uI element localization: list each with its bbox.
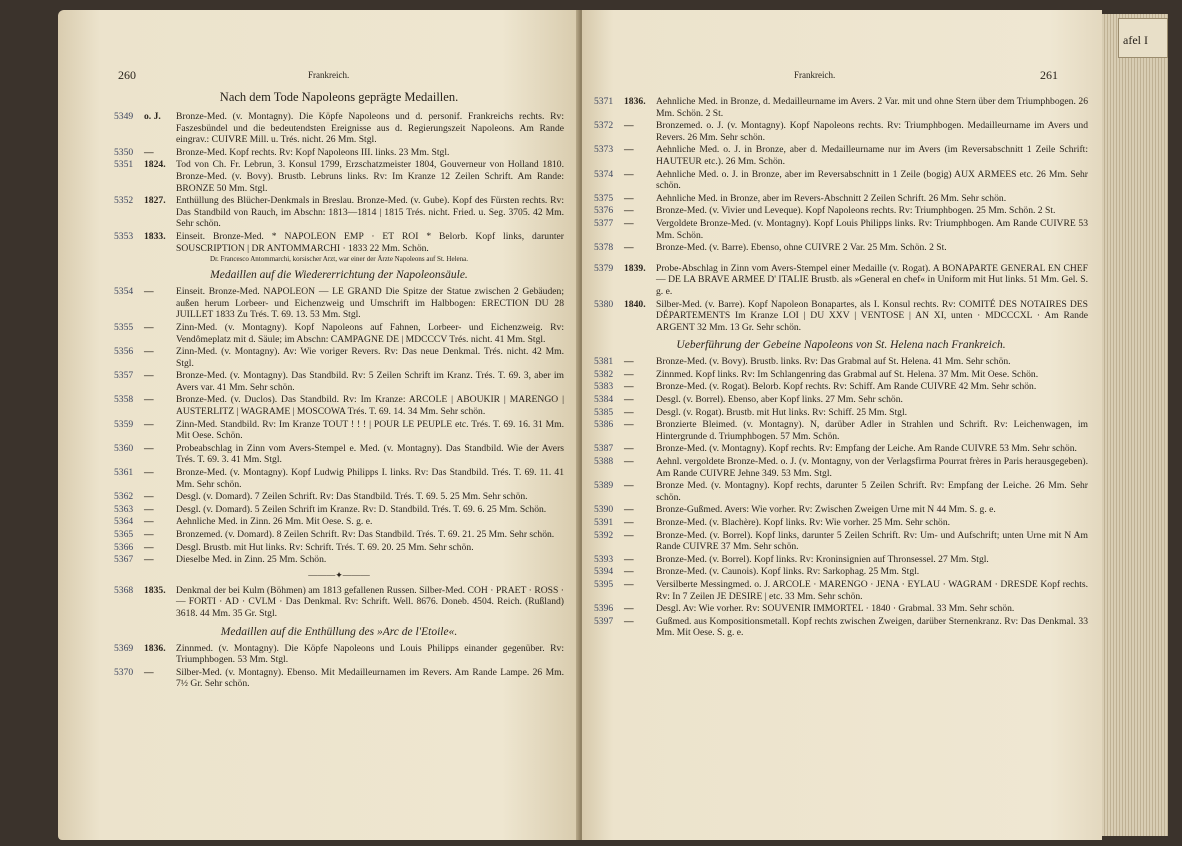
- entry-text: Bronze-Med. (v. Vivier und Leveque). Kopf Napoleons rechts. Rv: Triumphbogen. 25 Mm. Schön. 2 St.: [656, 205, 1056, 217]
- entry-list: [114, 111, 564, 254]
- entry-text: Aehnliche Med. o. J. in Bronze, aber im Reversabschnitt in 1 Zeile (bogig) AUX ARMEES etc. 26 Mm. Sehr schön.: [656, 168, 1088, 192]
- entry-text: Bronze-Med. (v. Caunois). Kopf links. Rv: Sarkophag. 25 Mm. Stgl.: [656, 566, 920, 578]
- entry-year: —: [624, 615, 634, 627]
- catalog-entry: [594, 120, 1088, 143]
- entry-year: —: [144, 442, 154, 454]
- entry-year: —: [144, 666, 154, 678]
- entry-text: Bronze-Med. Kopf rechts. Rv: Kopf Napoleons III. links. 23 Mm. Stgl.: [176, 146, 450, 158]
- entry-text: Bronze-Gußmed. Avers: Wie vorher. Rv: Zwischen Zweigen Urne mit N 44 Mm. S. g. e.: [656, 504, 996, 516]
- entry-year: —: [144, 370, 154, 382]
- entry-number: 5358: [114, 394, 134, 406]
- entry-year: 1836.: [624, 96, 646, 107]
- entry-number: 5360: [114, 442, 134, 454]
- entry-number: 5378: [594, 242, 614, 254]
- catalog-entry: [594, 356, 1088, 368]
- entry-number: 5375: [594, 192, 614, 204]
- entry-text: Desgl. (v. Domard). 7 Zeilen Schrift. Rv: Das Standbild. Trés. T. 69. 5. 25 Mm. Sehr schön.: [176, 491, 528, 503]
- entry-year: —: [144, 554, 154, 566]
- entry-year: 1836.: [144, 642, 166, 654]
- entry-year: —: [144, 146, 154, 158]
- catalog-entry: [594, 193, 1088, 205]
- entry-text: Bronze-Med. (v. Montagny). Das Standbild. Rv: 5 Zeilen Schrift im Kranz. Trés. T. 69. 3, aber im Avers var. 41 Mm. Sehr schön.: [176, 370, 564, 393]
- entry-year: —: [144, 286, 154, 298]
- catalog-entry: [594, 299, 1088, 334]
- entry-year: 1839.: [624, 262, 646, 274]
- entry-number: 5393: [594, 553, 614, 565]
- section-heading: Medaillen auf die Wiedererrichtung der Napoleonsäule.: [210, 269, 468, 282]
- entry-number: 5380: [594, 298, 614, 310]
- catalog-entry: [114, 516, 564, 528]
- entry-number: 5389: [594, 480, 614, 492]
- catalog-entry: [594, 381, 1088, 393]
- entry-number: 5350: [114, 146, 134, 158]
- catalog-entry: [114, 585, 564, 620]
- entry-text: Aehnliche Med. in Zinn. 26 Mm. Mit Oese. S. g. e.: [176, 516, 373, 528]
- entry-number: 5374: [594, 168, 614, 180]
- entry-year: —: [144, 529, 154, 540]
- catalog-entry: [114, 443, 564, 466]
- entry-year: —: [624, 368, 634, 380]
- entry-number: 5381: [594, 356, 614, 368]
- entry-text: Dieselbe Med. in Zinn. 25 Mm. Schön.: [176, 554, 327, 566]
- entry-year: —: [144, 503, 154, 515]
- catalog-entry: [594, 603, 1088, 615]
- entry-year: —: [624, 205, 634, 217]
- entry-number: 5361: [114, 467, 134, 479]
- catalog-entry: [114, 346, 564, 369]
- entry-text: Bronzemed. (v. Domard). 8 Zeilen Schrift. Rv: Das Standbild. Trés. T. 69. 21. 25 Mm. Sehr schön.: [176, 529, 555, 540]
- catalog-entry: [114, 111, 564, 146]
- entry-list: [594, 263, 1088, 334]
- entry-text: Aehnl. vergoldete Bronze-Med. o. J. (v. Montagny, von der Verlagsfirma Pourrat frères in Paris herausgegeben). Am Rande CUIVRE Jehne 349. 53 Mm. Stgl.: [656, 456, 1088, 479]
- catalog-entry: [114, 286, 564, 321]
- entry-text: Tod von Ch. Fr. Lebrun, 3. Konsul 1799, Erzschatzmeister 1804, Gouverneur von Holland 1810. Bronze-Med. (v. Bovy). Brustb. Lebruns links. Rv: Im Kranze 12 Zeilen Schrift. Am Rande: BRONZE 50 Mm. Stgl.: [176, 159, 564, 194]
- catalog-entry: [114, 419, 564, 442]
- entry-text: Enthüllung des Blücher-Denkmals in Breslau. Bronze-Med. (v. Gube). Kopf des Fürsten rechts. Rv: Das Standbild von Rauch, im Abschn: 1813—1814 | 1815 Trés. nicht. Fried. u. Seg. 3705. 42 Mm. Sehr schön.: [176, 195, 564, 230]
- entry-text: Zinnmed. Kopf links. Rv: Im Schlangenring das Grabmal auf St. Helena. 37 Mm. Mit Oese. Schön.: [656, 368, 1039, 380]
- entry-list: [114, 643, 564, 690]
- entry-number: 5362: [114, 491, 134, 503]
- left-page: [58, 10, 580, 840]
- entry-text: Bronze-Med. (v. Borrel). Kopf links. Rv: Kroninsignien auf Thronsessel. 27 Mm. Stgl.: [656, 553, 989, 565]
- catalog-entry: [594, 566, 1088, 578]
- entry-text: Bronze-Med. (v. Montagny). Kopf Ludwig Philipps I. links. Rv: Das Standbild. Trés. T. 69. 11. 41 Mm. Sehr schön.: [176, 467, 564, 490]
- page-heading: Nach dem Tode Napoleons geprägte Medaillen.: [219, 90, 459, 104]
- entry-number: 5365: [114, 529, 134, 540]
- catalog-entry: [594, 205, 1088, 217]
- plate-tab-label: afel I: [1123, 33, 1148, 47]
- catalog-entry: [114, 554, 564, 566]
- entry-year: —: [624, 356, 634, 368]
- entry-number: 5388: [594, 456, 614, 468]
- entry-year: —: [624, 603, 634, 615]
- entry-text: Probe-Abschlag in Zinn vom Avers-Stempel einer Medaille (v. Rogat). A BONAPARTE GENERAL EN CHEF — DE LA BRAVE ARMEE D' ITALIE Brustb. als »General en chef« in Uniform mit Hut links. 51 Mm. Gel. S. g. e.: [656, 262, 1088, 297]
- right-page: [582, 10, 1102, 840]
- entry-text: Bronzierte Bleimed. (v. Montagny). N, darüber Adler in Strahlen und Schrift. Rv: Leichenwagen, im Hintergrunde d. Triumphbogen. 57 Mm. Schön.: [656, 419, 1088, 442]
- entry-text: Desgl. (v. Borrel). Ebenso, aber Kopf links. 27 Mm. Sehr schön.: [656, 394, 903, 406]
- entry-text: Bronze Med. (v. Montagny). Kopf rechts, darunter 5 Zeilen Schrift. Rv: Empfang der Leiche. 26 Mm. Sehr schön.: [656, 480, 1088, 503]
- entry-text: Bronze-Med. (v. Montagny). Kopf rechts. Rv: Empfang der Leiche. Am Rande CUIVRE 53 Mm. Sehr schön.: [656, 443, 1077, 455]
- entry-number: 5395: [594, 578, 614, 590]
- running-head: Frankreich.: [308, 70, 350, 80]
- entry-year: —: [624, 406, 634, 418]
- page-number: 260: [118, 68, 136, 82]
- entry-year: —: [624, 529, 634, 541]
- open-book: [58, 10, 1168, 840]
- entry-number: 5371: [594, 96, 614, 107]
- catalog-entry: [594, 263, 1088, 298]
- catalog-entry: [594, 530, 1088, 553]
- entry-text: Versilberte Messingmed. o. J. ARCOLE · MARENGO · JENA · EYLAU · WAGRAM · DRESDE Kopf rechts. Rv: In 7 Zeilen JE DESIRE | etc. 33 Mm. Sehr schön.: [656, 578, 1088, 602]
- catalog-entry: [594, 169, 1088, 192]
- entry-number: 5377: [594, 217, 614, 229]
- catalog-entry: [114, 504, 564, 516]
- entry-text: Probeabschlag in Zinn vom Avers-Stempel e. Med. (v. Montagny). Das Standbild. Wie der Avers Trés. T. 69. 3. 41 Mm. Stgl.: [176, 442, 564, 466]
- entry-number: 5391: [594, 517, 614, 528]
- catalog-entry: [114, 195, 564, 230]
- entry-text: Zinn-Med. (v. Montagny). Av: Wie voriger Revers. Rv: Das neue Denkmal. Trés. nicht. 42 Mm. Stgl.: [176, 346, 564, 369]
- entry-list: [594, 96, 1088, 254]
- catalog-entry: [114, 467, 564, 490]
- entry-year: —: [144, 467, 154, 479]
- entry-text: Desgl. (v. Domard). 5 Zeilen Schrift im Kranze. Rv: D. Standbild. Trés. T. 69. 6. 25 Mm. Schön.: [176, 503, 547, 515]
- catalog-entry: [594, 419, 1088, 442]
- entry-text: Aehnliche Med. in Bronze, aber im Revers-Abschnitt 2 Zeilen Schrift. 26 Mm. Sehr schön.: [656, 192, 1007, 204]
- entry-number: 5352: [114, 195, 134, 207]
- entry-year: —: [624, 144, 634, 156]
- entry-year: —: [624, 504, 634, 516]
- entry-number: 5384: [594, 394, 614, 406]
- catalog-entry: [594, 369, 1088, 381]
- entry-text: Bronze-Med. (v. Duclos). Das Standbild. Rv: Im Kranze: ARCOLE | ABOUKIR | MARENGO | AUSTERLITZ | WAGRAME | MOSCOWA Trés. T. 69. 14. 34 Mm. Sehr schön.: [176, 394, 564, 418]
- entry-year: —: [624, 394, 634, 406]
- entry-text: Desgl. Av: Wie vorher. Rv: SOUVENIR IMMORTEL · 1840 · Grabmal. 33 Mm. Sehr schön.: [656, 603, 1015, 615]
- section-heading: Ueberführung der Gebeine Napoleons von St. Helena nach Frankreich.: [676, 339, 1006, 352]
- entry-number: 5372: [594, 120, 614, 132]
- catalog-entry: [114, 322, 564, 345]
- catalog-entry: [594, 579, 1088, 602]
- entry-number: 5397: [594, 615, 614, 627]
- entry-text: Silber-Med. (v. Montagny). Ebenso. Mit Medailleurnamen im Revers. Am Rande Lampe. 26 Mm. 7½ Gr. Sehr schön.: [176, 666, 564, 690]
- entry-number: 5363: [114, 503, 134, 515]
- footnote: Dr. Francesco Antommarchi, korsischer Arzt, war einer der Ärzte Napoleons auf St. Helena.: [210, 255, 468, 264]
- catalog-entry: [594, 96, 1088, 119]
- entry-number: 5370: [114, 666, 134, 678]
- entry-number: 5383: [594, 381, 614, 393]
- catalog-entry: [594, 407, 1088, 419]
- catalog-entry: [114, 529, 564, 541]
- entry-year: o. J.: [144, 111, 161, 122]
- entry-year: 1835.: [144, 584, 166, 596]
- entry-number: 5354: [114, 286, 134, 298]
- entry-number: 5387: [594, 443, 614, 455]
- entry-text: Bronze-Med. (v. Montagny). Die Köpfe Napoleons und d. personif. Frankreichs rechts. Rv: Faszesbündel und die bedeutendsten Ereignisse aus d. Regierungszeit Napoleons. Am Rande eingrav.: CUIVRE Mill. u. Trés. nicht. 26 Mm. Stgl.: [176, 111, 564, 146]
- entry-text: Bronze-Med. (v. Barre). Ebenso, ohne CUIVRE 2 Var. 25 Mm. Schön. 2 St.: [656, 242, 947, 254]
- entry-text: Silber-Med. (v. Barre). Kopf Napoleon Bonapartes, als I. Konsul rechts. Rv: COMITÉ DES NOTAIRES DES DÉPARTEMENTS Im Kranze LOI | DU XXV | VENTOSE | AN XI, unten · MDCCCXL · Am Rande ARGENT 32 Mm. 13 Gr. Sehr schön.: [656, 298, 1088, 333]
- catalog-entry: [594, 517, 1088, 529]
- catalog-entry: [114, 491, 564, 503]
- entry-text: Gußmed. aus Kompositionsmetall. Kopf rechts zwischen Zweigen, darüber Sternenkranz. Rv: Das Denkmal. 33 Mm. Mit Oese. S. g. e.: [656, 615, 1088, 639]
- entry-number: 5392: [594, 529, 614, 541]
- entry-year: —: [624, 566, 634, 578]
- entry-text: Aehnliche Med. o. J. in Bronze, aber d. Medailleurname nur im Avers (im Reversabschnitt 1 Zeile Schrift: HAUTEUR etc.). 26 Mm. Schön.: [656, 144, 1088, 167]
- entry-text: Bronzemed. o. J. (v. Montagny). Kopf Napoleons rechts. Rv: Triumphbogen. Medailleurname im Avers und Revers. 26 Mm. Sehr schön.: [656, 120, 1088, 143]
- entry-text: Zinn-Med. (v. Montagny). Kopf Napoleons auf Fahnen, Lorbeer- und Eichenzweig. Rv: Vendômeplatz mit d. Säule; im Abschn: CAMPAGNE DE | MDCCCV Trés. nicht. 41 Mm. Stgl.: [176, 321, 564, 345]
- entry-number: 5368: [114, 584, 134, 596]
- entry-text: Bronze-Med. (v. Rogat). Belorb. Kopf rechts. Rv: Schiff. Am Rande CUIVRE 42 Mm. Sehr schön.: [656, 381, 1037, 393]
- entry-year: 1833.: [144, 230, 166, 242]
- entry-year: —: [624, 553, 634, 565]
- entry-number: 5353: [114, 230, 134, 242]
- catalog-entry: [114, 542, 564, 554]
- catalog-entry: [594, 616, 1088, 639]
- entry-number: 5390: [594, 504, 614, 516]
- catalog-entry: [594, 144, 1088, 167]
- ornament: ———✦———: [308, 569, 370, 580]
- entry-text: Einseit. Bronze-Med. NAPOLEON — LE GRAND Die Spitze der Statue zwischen 2 Gebäuden; außen herum Lorbeer- und Eichenzweig und Umschrift im Halbbogen: ERECTION DU 28 JUILLET 1833 Zu Trés. T. 69. 13. 53 Mm. Stgl.: [176, 286, 564, 321]
- entry-year: —: [624, 578, 634, 590]
- entry-year: —: [624, 480, 634, 492]
- catalog-entry: [594, 394, 1088, 406]
- catalog-entry: [114, 370, 564, 393]
- entry-number: 5364: [114, 516, 134, 528]
- entry-year: 1824.: [144, 159, 166, 171]
- entry-year: —: [144, 346, 154, 358]
- entry-year: —: [624, 217, 634, 229]
- page-number: 261: [1040, 68, 1058, 82]
- entry-number: 5386: [594, 419, 614, 431]
- entry-year: —: [624, 419, 634, 431]
- entry-list: [114, 585, 564, 620]
- entry-number: 5394: [594, 566, 614, 578]
- running-head: Frankreich.: [794, 70, 836, 80]
- entry-year: —: [624, 120, 634, 132]
- entry-number: 5349: [114, 111, 134, 122]
- entry-year: —: [144, 321, 154, 333]
- catalog-entry: [594, 480, 1088, 503]
- entry-year: 1840.: [624, 298, 646, 310]
- entry-number: 5385: [594, 406, 614, 418]
- catalog-entry: [594, 504, 1088, 516]
- entry-year: —: [144, 491, 154, 503]
- entry-year: —: [624, 456, 634, 468]
- entry-number: 5357: [114, 370, 134, 382]
- catalog-entry: [114, 147, 564, 159]
- entry-year: —: [624, 381, 634, 393]
- entry-year: —: [624, 517, 634, 528]
- entry-number: 5379: [594, 262, 614, 274]
- entry-text: Bronze-Med. (v. Borrel). Kopf links, darunter 5 Zeilen Schrift. Rv: Um- und Aufschrift; unten Urne mit N Am Rande CUIVRE 37 Mm. Sehr schön.: [656, 529, 1088, 553]
- catalog-entry: [114, 231, 564, 254]
- entry-text: Denkmal der bei Kulm (Böhmen) am 1813 gefallenen Russen. Silber-Med. COH · PRAET · ROSS · — FORTI · AD · CVLM · Das Denkmal. Rv: Schrift. Well. 8676. Doneb. 4504. Reich. (Rußland) 3618. 44 Mm. 35 Gr. Stgl.: [176, 584, 564, 619]
- entry-text: Zinnmed. (v. Montagny). Die Köpfe Napoleons und Louis Philipps einander gegenüber. Rv: Triumphbogen. 53 Mm. Stgl.: [176, 642, 564, 666]
- entry-number: 5366: [114, 541, 134, 553]
- catalog-entry: [594, 456, 1088, 479]
- entry-number: 5373: [594, 144, 614, 156]
- entry-number: 5351: [114, 159, 134, 171]
- catalog-entry: [114, 159, 564, 194]
- entry-list: [594, 356, 1088, 639]
- catalog-entry: [594, 443, 1088, 455]
- catalog-entry: [594, 218, 1088, 241]
- catalog-entry: [594, 554, 1088, 566]
- entry-text: Desgl. (v. Rogat). Brustb. mit Hut links. Rv: Schiff. 25 Mm. Stgl.: [656, 406, 908, 418]
- catalog-entry: [114, 394, 564, 417]
- entry-number: 5376: [594, 205, 614, 217]
- entry-number: 5356: [114, 346, 134, 358]
- entry-year: 1827.: [144, 195, 166, 207]
- entry-number: 5355: [114, 321, 134, 333]
- entry-year: —: [624, 168, 634, 180]
- page-edges: [1102, 14, 1168, 836]
- entry-year: —: [144, 394, 154, 406]
- entry-number: 5396: [594, 603, 614, 615]
- entry-number: 5367: [114, 554, 134, 566]
- entry-text: Bronze-Med. (v. Bovy). Brustb. links. Rv: Das Grabmal auf St. Helena. 41 Mm. Sehr schön.: [656, 356, 1011, 368]
- entry-text: Desgl. Brustb. mit Hut links. Rv: Schrift. Trés. T. 69. 20. 25 Mm. Sehr schön.: [176, 541, 474, 553]
- entry-text: Bronze-Med. (v. Blachère). Kopf links. Rv: Wie vorher. 25 Mm. Sehr schön.: [656, 517, 951, 528]
- catalog-entry: [114, 643, 564, 666]
- entry-number: 5359: [114, 418, 134, 430]
- entry-year: —: [144, 541, 154, 553]
- entry-year: —: [144, 418, 154, 430]
- entry-text: Vergoldete Bronze-Med. (v. Montagny). Kopf Louis Philipps links. Rv: Triumphbogen. Am Rande CUIVRE 53 Mm. Schön.: [656, 217, 1088, 241]
- entry-year: —: [144, 516, 154, 528]
- entry-text: Aehnliche Med. in Bronze, d. Medailleurname im Avers. 2 Var. mit und ohne Stern über dem Triumphbogen. 26 Mm. Schön. 2 St.: [656, 96, 1088, 119]
- entry-year: —: [624, 242, 634, 254]
- catalog-entry: [594, 242, 1088, 254]
- catalog-entry: [114, 667, 564, 690]
- entry-list: [114, 286, 564, 566]
- entry-number: 5369: [114, 642, 134, 654]
- entry-year: —: [624, 443, 634, 455]
- section-heading: Medaillen auf die Enthüllung des »Arc de l'Etoile«.: [220, 625, 458, 638]
- entry-text: Zinn-Med. Standbild. Rv: Im Kranze TOUT ! ! ! | POUR LE PEUPLE etc. Trés. T. 69. 16. 31 Mm. Mit Oese. Schön.: [176, 418, 564, 442]
- entry-number: 5382: [594, 368, 614, 380]
- entry-year: —: [624, 192, 634, 204]
- plate-tab: [1118, 18, 1168, 58]
- entry-text: Einseit. Bronze-Med. * NAPOLEON EMP · ET ROI * Belorb. Kopf links, darunter SOUSCRIPTION | DR ANTOMMARCHI · 1833 22 Mm. Schön.: [176, 230, 564, 254]
